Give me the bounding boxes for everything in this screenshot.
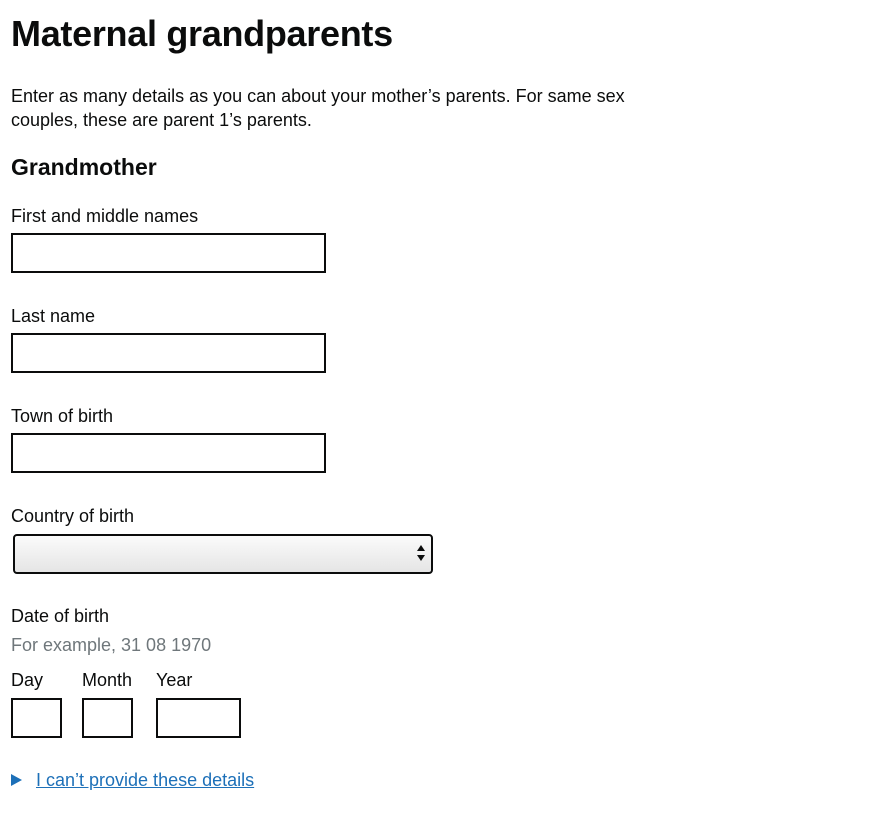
- month-label: Month: [82, 670, 133, 690]
- first-names-label: First and middle names: [11, 206, 199, 226]
- country-of-birth-label: Country of birth: [11, 506, 135, 526]
- country-of-birth-select[interactable]: [13, 534, 433, 574]
- caret-right-icon: [11, 774, 22, 786]
- year-input[interactable]: [156, 698, 241, 738]
- month-input[interactable]: [82, 698, 133, 738]
- day-field: [11, 668, 62, 738]
- date-of-birth-hint: For example, 31 08 1970: [11, 635, 212, 655]
- day-input[interactable]: [11, 698, 62, 738]
- page-title: Maternal grandparents: [11, 13, 393, 54]
- last-name-input[interactable]: [11, 333, 326, 373]
- year-label: Year: [156, 670, 193, 690]
- town-of-birth-label: Town of birth: [11, 406, 114, 426]
- last-name-label: Last name: [11, 306, 96, 326]
- select-arrows-icon: [417, 545, 425, 563]
- cannot-provide-details-link[interactable]: I can’t provide these details: [36, 770, 255, 790]
- section-heading-grandmother: Grandmother: [11, 154, 157, 180]
- month-field: [82, 668, 133, 738]
- town-of-birth-input[interactable]: [11, 433, 326, 473]
- cannot-provide-details-toggle[interactable]: [11, 768, 254, 792]
- page-intro: Enter as many details as you can about your mother’s parents. For same sex couples, these are parent 1’s parents.: [11, 86, 625, 130]
- first-names-input[interactable]: [11, 233, 326, 273]
- date-of-birth-label: Date of birth: [11, 606, 110, 626]
- day-label: Day: [11, 670, 44, 690]
- year-field: [156, 668, 241, 738]
